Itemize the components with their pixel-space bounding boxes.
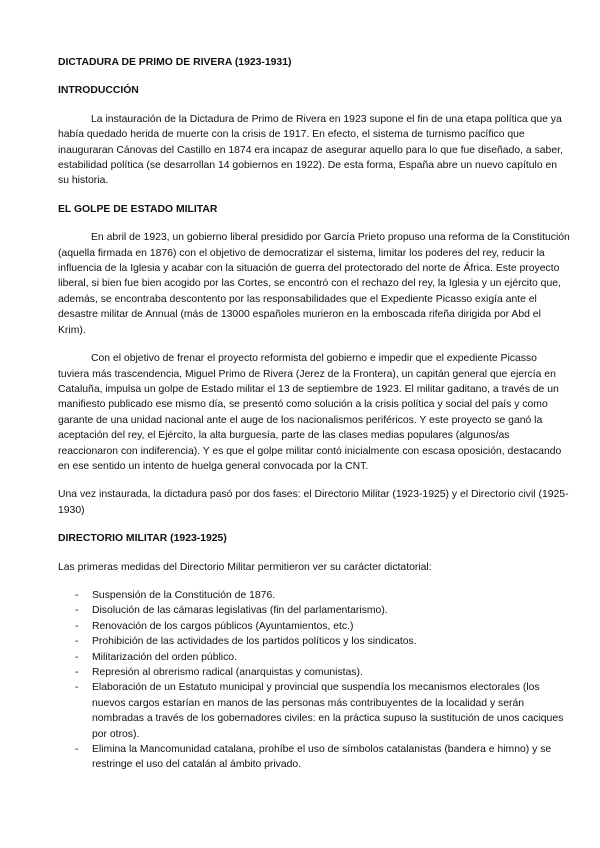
list-item-text: Suspensión de la Constitución de 1876. <box>92 589 276 601</box>
list-item <box>58 742 570 773</box>
list-item <box>58 650 570 665</box>
list-item-text: Elimina la Mancomunidad catalana, prohíbe el uso de símbolos catalanistas (bandera e himno) y se restringe el uso del catalán al ámbito privado. <box>92 744 552 771</box>
list-item <box>58 588 570 603</box>
paragraph-introduccion: La instauración de la Dictadura de Primo de Rivera en 1923 supone el fin de una etapa política que ya había quedado herida de muerte con la crisis de 1917. En efecto, el sistema de turnismo pacífico que inauguraran Cánovas del Castillo en 1874 era incapaz de asegurar aquello para lo que fue diseñado, a saber, estabilidad política (se desarrollan 14 gobiernos en 1922). De esta forma, España abre un nuevo capítulo en su historia. <box>58 113 563 187</box>
measures-list <box>58 588 570 773</box>
section-heading-introduccion: INTRODUCCIÓN <box>58 85 139 97</box>
list-item-text: Elaboración de un Estatuto municipal y provincial que suspendía los mecanismos electorales (los nuevos cargos estarían en manos de las personas más contribuyentes de la localidad y serán nombradas a través de los gobernadores civiles: en la práctica supuso la sustitución de unos caciques por otros). <box>92 682 564 740</box>
bullet-dash: - <box>75 682 79 694</box>
list-item-text: Prohibición de las actividades de los partidos políticos y los sindicatos. <box>92 636 417 648</box>
document-title: DICTADURA DE PRIMO DE RIVERA (1923-1931) <box>58 57 292 68</box>
list-item <box>58 603 570 618</box>
list-item <box>58 634 570 649</box>
bullet-dash: - <box>75 589 79 601</box>
section-heading-directorio: DIRECTORIO MILITAR (1923-1925) <box>58 533 227 545</box>
list-item-text: Militarización del orden público. <box>92 651 237 663</box>
paragraph-golpe-2: Con el objetivo de frenar el proyecto reformista del gobierno e impedir que el expediente Picasso tuviera más trascendencia, Miguel Primo de Rivera (Jerez de la Frontera), un capitán general que ejercía en Cataluña, impulsa un golpe de Estado militar el 13 de septiembre de 1923. El militar gaditano, a través de un manifiesto publicado ese mismo día, se presentó como solución a la crisis política y social del país y como garante de una unidad nacional ante el auge de los nacionalismos periféricos. Y este proyecto se ganó la aceptación del rey, el Ejército, la alta burguesía, parte de las clases medias populares (algunos/as reaccionaron con indiferencia). Y es que el golpe militar contó inicialmente con escasa oposición, destacando en ese sentido un intento de huelga general convocada por la CNT. <box>58 353 562 472</box>
bullet-dash: - <box>75 744 79 756</box>
list-item <box>58 619 570 634</box>
list-item <box>58 680 570 742</box>
bullet-dash: - <box>75 605 79 617</box>
bullet-dash: - <box>75 667 79 678</box>
section-heading-golpe: EL GOLPE DE ESTADO MILITAR <box>58 203 218 215</box>
list-item-text: Renovación de los cargos públicos (Ayuntamientos, etc.) <box>92 620 354 632</box>
bullet-dash: - <box>75 651 79 663</box>
paragraph-golpe-3: Una vez instaurada, la dictadura pasó por dos fases: el Directorio Militar (1923-1925) y el Directorio civil (1925-1930) <box>58 489 569 516</box>
paragraph-golpe-1: En abril de 1923, un gobierno liberal presidido por García Prieto propuso una reforma de la Constitución (aquella firmada en 1876) con el objetivo de democratizar el sistema, limitar los poderes del rey, reducir la influencia de la Iglesia y acabar con la situación de guerra del protectorado del norte de África. Este proyecto liberal, si bien fue bien acogido por las Cortes, se encontró con el rechazo del rey, la Iglesia y un ejército que, además, se encontraba descontento por las responsabilidades que el Expediente Picasso exigía ante el desastre militar de Annual (más de 13000 españoles murieron en la emboscada rifeña dirigida por Abd el Krim). <box>58 232 570 336</box>
document-body <box>58 55 570 773</box>
paragraph-directorio-intro: Las primeras medidas del Directorio Militar permitieron ver su carácter dictatorial: <box>58 561 432 573</box>
list-item-text: Represión al obrerismo radical (anarquistas y comunistas). <box>92 667 363 678</box>
bullet-dash: - <box>75 636 79 648</box>
list-item <box>58 665 570 680</box>
bullet-dash: - <box>75 620 79 632</box>
list-item-text: Disolución de las cámaras legislativas (fin del parlamentarismo). <box>92 605 388 617</box>
